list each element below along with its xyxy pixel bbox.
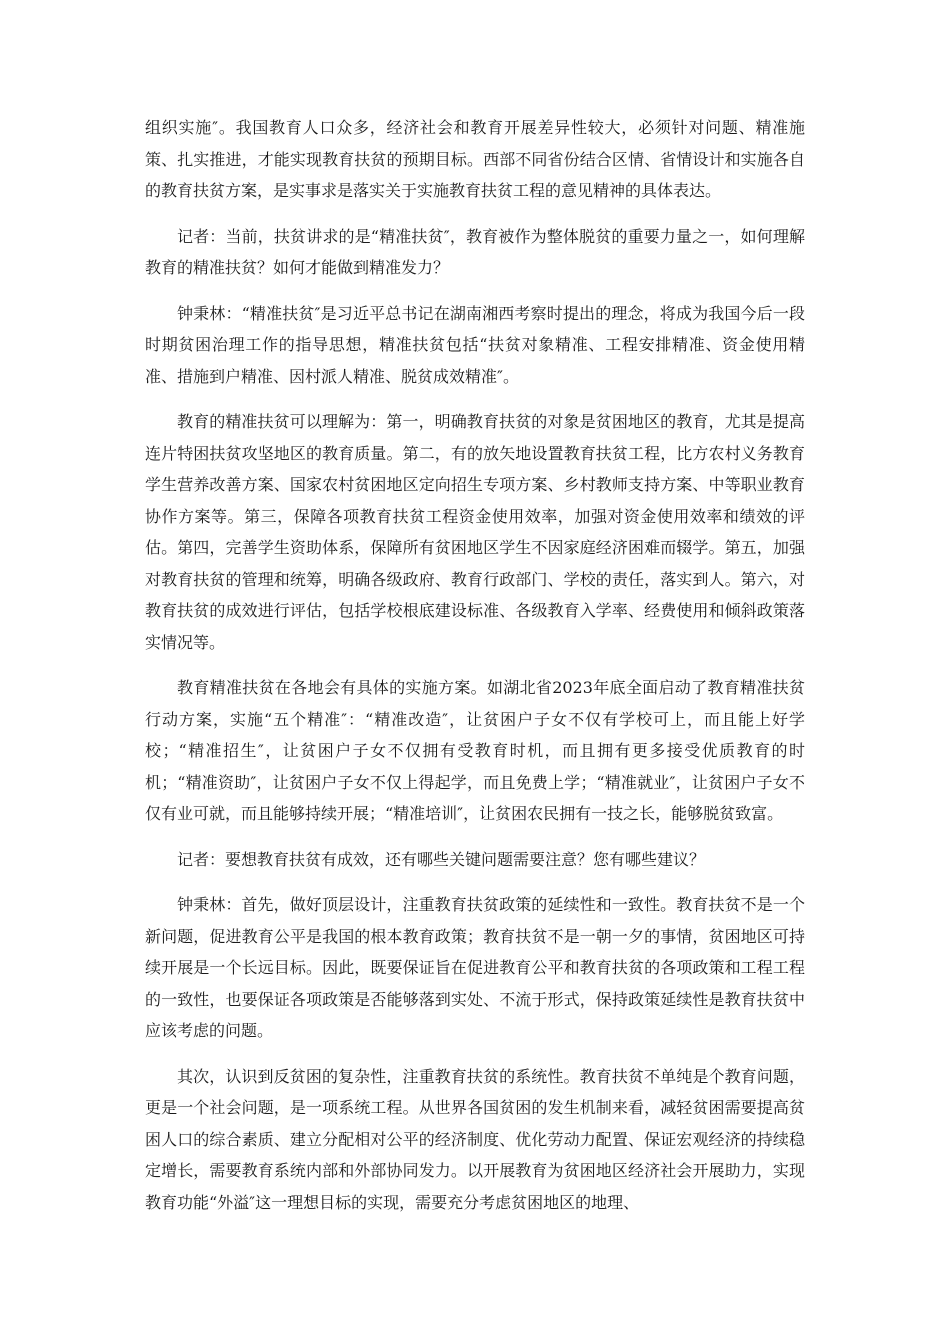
paragraph-reporter-question-1: 记者：当前，扶贫讲求的是“精准扶贫″，教育被作为整体脱贫的重要力量之一，如何理解教育的精准扶贫？如何才能做到精准发力？ [145, 226, 805, 277]
paragraph-continued-intro: 组织实施″。我国教育人口众多，经济社会和教育开展差异性较大，必须针对问题、精准施策、扎实推进，才能实现教育扶贫的预期目标。西部不同省份结合区情、省情设计和实施各自的教育扶贫方案，是实事求是落实关于实施教育扶贫工程的意见精神的具体表达。 [145, 118, 805, 200]
article-body [145, 112, 805, 1232]
paragraph-hubei-example: 教育精准扶贫在各地会有具体的实施方案。如湖北省2023年底全面启动了教育精准扶贫行动方案，实施“五个精准″：“精准改造″，让贫困户子女不仅有学校可上，而且能上好学校；“精准招生″，让贫困户子女不仅拥有受教育时机，而且拥有更多接受优质教育的时机；“精准资助″，让贫困户子女不仅上得起学，而且免费上学；“精准就业″，让贫困户子女不仅有业可就，而且能够持续开展；“精准培训″，让贫困农民拥有一技之长，能够脱贫致富。 [145, 678, 805, 823]
paragraph-systemic-approach: 其次，认识到反贫困的复杂性，注重教育扶贫的系统性。教育扶贫不单纯是个教育问题，更是一个社会问题，是一项系统工程。从世界各国贫困的发生机制来看，减轻贫困需要提高贫困人口的综合素质、建立分配相对公平的经济制度、优化劳动力配置、保证宏观经济的持续稳定增长，需要教育系统内部和外部协同发力。以开展教育为贫困地区经济社会开展助力，实现教育功能“外溢″这一理想目标的实现，需要充分考虑贫困地区的地理、 [145, 1066, 805, 1212]
paragraph-precise-poverty-explained: 教育的精准扶贫可以理解为：第一，明确教育扶贫的对象是贫困地区的教育，尤其是提高连片特困扶贫攻坚地区的教育质量。第二，有的放矢地设置教育扶贫工程，比方农村义务教育学生营养改善方案、国家农村贫困地区定向招生专项方案、乡村教师支持方案、中等职业教育协作方案等。第三，保障各项教育扶贫工程资金使用效率，加强对资金使用效率和绩效的评估。第四，完善学生资助体系，保障所有贫困地区学生不因家庭经济困难而辍学。第五，加强对教育扶贫的管理和统筹，明确各级政府、教育行政部门、学校的责任，落实到人。第六，对教育扶贫的成效进行评估，包括学校根底建设标准、各级教育入学率、经费使用和倾斜政策落实情况等。 [145, 412, 805, 652]
paragraph-zhong-answer-1: 钟秉林：“精准扶贫″是习近平总书记在湖南湘西考察时提出的理念，将成为我国今后一段时期贫困治理工作的指导思想，精准扶贫包括“扶贫对象精准、工程安排精准、资金使用精准、措施到户精准、因村派人精准、脱贫成效精准″。 [145, 303, 805, 386]
paragraph-zhong-answer-2: 钟秉林：首先，做好顶层设计，注重教育扶贫政策的延续性和一致性。教育扶贫不是一个新问题，促进教育公平是我国的根本教育政策；教育扶贫不是一朝一夕的事情，贫困地区可持续开展是一个长远目标。因此，既要保证旨在促进教育公平和教育扶贫的各项政策和工程工程的一致性，也要保证各项政策是否能够落到实处、不流于形式，保持政策延续性是教育扶贫中应该考虑的问题。 [145, 895, 805, 1040]
paragraph-reporter-question-2: 记者：要想教育扶贫有成效，还有哪些关键问题需要注意？您有哪些建议？ [177, 849, 706, 869]
